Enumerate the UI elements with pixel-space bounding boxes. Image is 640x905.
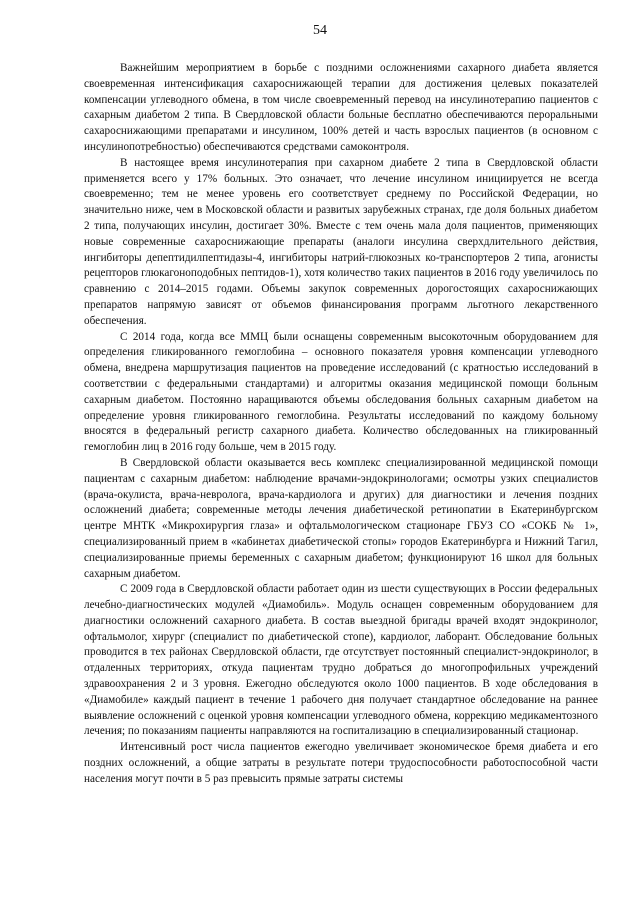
paragraph-1: Важнейшим мероприятием в борьбе с поздними осложнениями сахарного диабета является своевременная интенсификация сахароснижающей терапии для достижения целевых показателей компенсации углеводного обмена, в том числе своевременный перевод на инсулинотерапию пациентов с сахарным диабетом 2 типа. В Свердловской области больные бесплатно обеспечиваются пероральными сахароснижающими препаратами и инсулином, 100% детей и часть взрослых пациентов (в основном с инсулинопотребностью) обеспечиваются средствами самоконтроля. <box>84 62 598 153</box>
document-body <box>84 61 598 788</box>
paragraph-5: С 2009 года в Свердловской области работает один из шести существующих в России федеральных лечебно-диагностических модулей «Диамобиль». Модуль оснащен современным оборудованием для диагностики осложнений сахарного диабета. В состав выездной бригады врачей входят эндокринолог, офтальмолог, хирург (специалист по диабетической стопе), кардиолог, лаборант. Обследование больных проводится в тех районах Свердловской области, где отсутствует постоянный специалист-эндокринолог, в отдаленных территориях, откуда пациентам трудно добраться до многопрофильных учреждений здравоохранения 2 и 3 уровня. Ежегодно обследуются около 1000 пациентов. В ходе обследования в «Диамобиле» каждый пациент в течение 1 рабочего дня получает стандартное обследование на раннее выявление осложнений с оценкой уровня компенсации углеводного обмена, коррекцию медикаментозного лечения; по показаниям пациенты направляются на госпитализацию в специализированный стационар. <box>84 583 598 738</box>
paragraph-3: С 2014 года, когда все ММЦ были оснащены современным высокоточным оборудованием для определения гликированного гемоглобина – основного показателя уровня компенсации углеводного обмена, внедрена маршрутизация пациентов на проведение исследований (с кратностью исследований в соответствии с федеральными стандартами) и алгоритмы оказания медицинской помощи больным сахарным диабетом. Постоянно наращиваются объемы обследования больных сахарным диабетом на определение уровня гликированного гемоглобина. Результаты исследований по каждому больному вносятся в федеральный регистр сахарного диабета. Количество обследованных на гликированный гемоглобин лиц в 2016 году больше, чем в 2015 году. <box>84 330 598 454</box>
paragraph-6: Интенсивный рост числа пациентов ежегодно увеличивает экономическое бремя диабета и его поздних осложнений, а общие затраты в результате потери трудоспособности работоспособной части населения могут почти в 5 раз превысить прямые затраты системы <box>84 741 598 785</box>
paragraph-2: В настоящее время инсулинотерапия при сахарном диабете 2 типа в Свердловской области применяется всего у 17% больных. Это означает, что лечение инсулином инициируется не всегда своевременно; тем не менее уровень его соответствует среднему по Российской Федерации, но значительно ниже, чем в Московской области и развитых зарубежных странах, где доля больных диабетом 2 типа, получающих инсулин, достигает 30%. Вместе с тем очень мала доля пациентов, применяющих новые современные сахароснижающие препараты (аналоги инсулина сверхдлительного действия, ингибиторы депептидилпептидазы-4, ингибиторы натрий-глюкозных ко-транспортеров 2 типа, агонисты рецепторов глюкагоноподобных пептидов-1), хотя количество таких пациентов в 2016 году увеличилось по сравнению с 2014–2015 годами. Объемы закупок современных дорогостоящих сахароснижающих препаратов напрямую зависят от объемов финансирования программ льготного лекарственного обеспечения. <box>84 156 598 327</box>
page-number: 54 <box>313 23 327 38</box>
paragraph-4: В Свердловской области оказывается весь комплекс специализированной медицинской помощи пациентам с сахарным диабетом: наблюдение врачами-эндокринологами; осмотры узких специалистов (врача-окулиста, врача-невролога, врача-кардиолога и других) для диагностики и лечения поздних осложнений диабета; современные методы лечения диабетической ретинопатии в Екатеринбургском центре МНТК «Микрохирургия глаза» и офтальмологическом стационаре ГБУЗ СО «СОКБ № 1», специализированный прием в «кабинетах диабетической стопы» городов Екатеринбурга и Нижний Тагил, специализированные приемы беременных с сахарным диабетом; функционируют 16 школ для больных сахарным диабетом. <box>84 456 598 580</box>
